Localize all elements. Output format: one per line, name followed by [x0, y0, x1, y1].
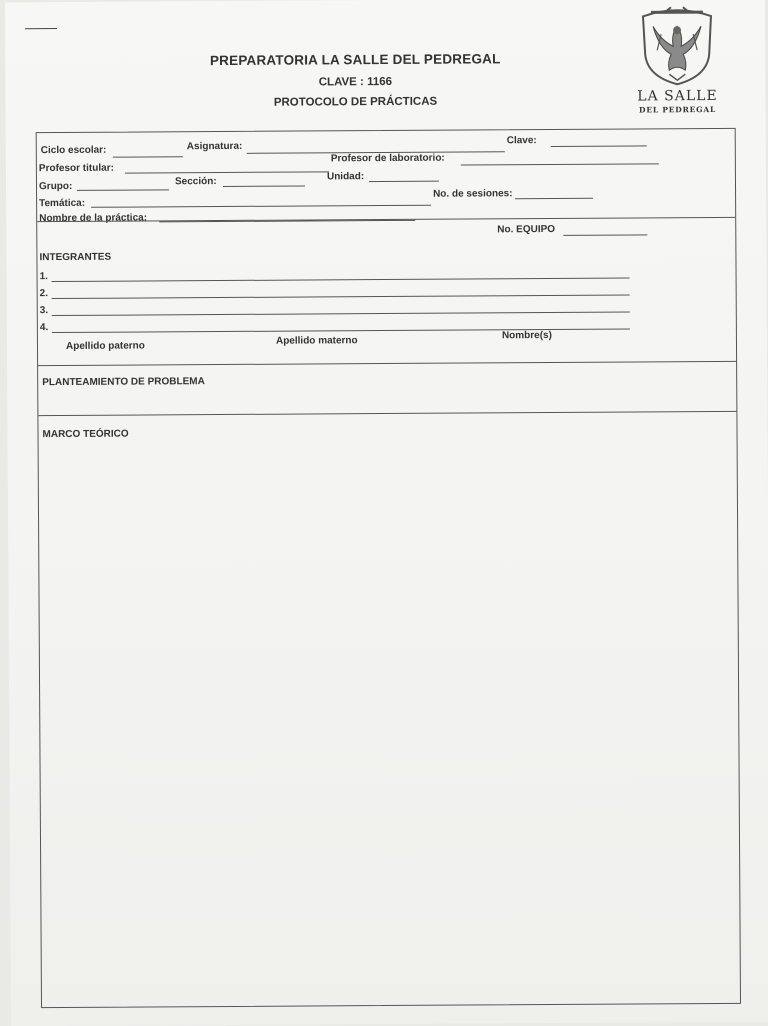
profesor-titular-field[interactable] — [125, 171, 329, 173]
no-equipo-field[interactable] — [563, 234, 647, 236]
edge-mark — [25, 28, 57, 29]
profesor-laboratorio-label: Profesor de laboratorio: — [330, 152, 445, 165]
clave-field[interactable] — [551, 145, 647, 147]
integrante-row-1: 1. — [39, 271, 48, 283]
col-apellido-paterno: Apellido paterno — [65, 340, 145, 352]
institution-title: PREPARATORIA LA SALLE DEL PEDREGAL — [209, 51, 501, 69]
divider-integrantes — [38, 361, 736, 366]
unidad-field[interactable] — [369, 181, 439, 182]
grupo-label: Grupo: — [38, 180, 73, 193]
integrante-row-3: 3. — [39, 305, 49, 317]
clave-label: Clave: — [506, 135, 537, 147]
clave-header: CLAVE : 1166 — [318, 75, 393, 89]
integrante-line-1[interactable] — [52, 278, 630, 283]
ciclo-escolar-field[interactable] — [113, 156, 183, 157]
no-sesiones-field[interactable] — [515, 198, 593, 199]
integrantes-title: INTEGRANTES — [39, 251, 112, 264]
eagle-crest-icon — [637, 4, 717, 86]
integrante-line-2[interactable] — [52, 295, 630, 300]
document-title: PROTOCOLO DE PRÁCTICAS — [273, 95, 438, 109]
integrante-line-3[interactable] — [52, 312, 630, 317]
asignatura-label: Asignatura: — [186, 140, 243, 153]
col-nombres: Nombre(s) — [501, 329, 552, 342]
marco-teorico-title: MARCO TEÓRICO — [42, 428, 129, 441]
integrante-row-2: 2. — [39, 288, 49, 300]
integrante-row-4: 4. — [39, 322, 49, 334]
grupo-field[interactable] — [77, 189, 169, 191]
divider-planteamiento — [38, 411, 736, 416]
seccion-field[interactable] — [223, 186, 305, 188]
tematica-field[interactable] — [91, 205, 431, 208]
profesor-laboratorio-field[interactable] — [461, 163, 659, 165]
practice-form — [36, 128, 741, 1008]
nombre-practica-label: Nombre de la práctica: — [39, 212, 148, 225]
profesor-titular-label: Profesor titular: — [38, 162, 114, 175]
col-apellido-materno: Apellido materno — [275, 335, 358, 347]
paper-sheet — [5, 0, 768, 1026]
seccion-label: Sección: — [174, 176, 217, 188]
no-sesiones-label: No. de sesiones: — [433, 188, 513, 200]
la-salle-logo — [627, 4, 728, 117]
no-equipo-label: No. EQUIPO — [497, 223, 556, 236]
unidad-label: Unidad: — [326, 171, 365, 183]
logo-name: LA SALLE — [637, 87, 718, 105]
tematica-label: Temática: — [39, 197, 86, 210]
planteamiento-title: PLANTEAMIENTO DE PROBLEMA — [42, 376, 205, 389]
logo-subname: DEL PEDREGAL — [639, 104, 717, 115]
ciclo-escolar-label: Ciclo escolar: — [40, 144, 107, 157]
